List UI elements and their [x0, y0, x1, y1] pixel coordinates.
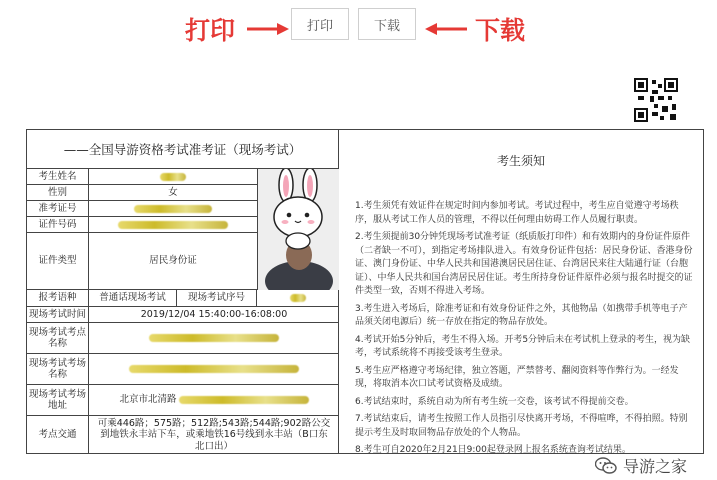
seq-value [257, 290, 339, 306]
admission-value [89, 201, 257, 216]
row-site [27, 323, 338, 354]
notice-item: 8.考生可自2020年2月21日9:00起登录网上报名系统查询考试结果。 [355, 445, 631, 455]
wechat-icon [595, 457, 617, 475]
candidate-photo [257, 169, 339, 290]
download-annotation: 下载 [475, 16, 526, 45]
notice-item: 6.考试结束时，系统自动为所有考生统一交卷，该考试不得提前交卷。 [355, 396, 634, 407]
transport-value: 可乘446路；575路；512路;543路;544路;902路公交到地铁永丰站下车，或乘地铁16号线到永丰站（B口东北口出） [97, 417, 331, 452]
watermark-text: 导游之家 [623, 457, 688, 476]
notice-item: 2.考生须提前30分钟凭现场考试准考证（纸质版打印件）和有效期内的身份证件原件（二者缺一不可），到指定考场排队进入。有效身份证件包括：居民身份证、香港身份证、澳门身份证、中华人民共和国港澳居民居住证、台湾居民来往大陆通行证（台胞证）、中华人民共和国台湾居民居住证。考生所持身份证件原件必须与报名时提交的证件类型一致，否则不得进入考场。 [355, 232, 693, 296]
addr-label: 现场考试考场地址 [27, 385, 89, 415]
admission-label: 准考证号 [27, 201, 89, 216]
notice-item: 3.考生进入考场后，除准考证和有效身份证件之外，其他物品（如携带手机等电子产品须关闭电源后）统一存放在指定的物品存放处。 [355, 303, 688, 327]
id-value [89, 217, 257, 232]
notice-item: 1.考生须凭有效证件在规定时间内参加考试。考试过程中，考生应自觉遵守考场秩序，服从考试工作人员的管理，不得以任何理由妨碍工作人员履行职责。 [355, 201, 679, 225]
print-button[interactable]: 打印 [291, 8, 349, 40]
notice-item: 5.考生应严格遵守考场纪律，独立答题，严禁替考、翻阅资料等作弊行为。一经发现，将取消本次口试考试资格及成绩。 [355, 365, 679, 389]
row-time [27, 307, 338, 323]
ticket-title: ——全国导游资格考试准考证（现场考试） [27, 130, 338, 169]
language-value: 普通话现场考试 [89, 290, 177, 306]
redacted-mark [129, 365, 299, 373]
redacted-mark [160, 173, 186, 181]
gender-label: 性别 [27, 185, 89, 200]
seq-label: 现场考试序号 [177, 290, 257, 306]
rabbit-sticker-icon [258, 169, 339, 290]
room-value [89, 354, 339, 384]
redacted-mark [179, 396, 309, 404]
row-transport [27, 416, 338, 454]
notice-item: 4.考试开始5分钟后，考生不得入场。开考5分钟后未在考试机上登录的考生，视为缺考，考试系统将不再接受该考生登录。 [355, 334, 691, 358]
notice-item: 7.考试结束后，请考生按照工作人员指引尽快离开考场，不得喧哗，不得拍照。特别提示考生及时取回物品存放处的个人物品。 [355, 414, 688, 438]
addr-value [89, 385, 339, 415]
name-value [89, 169, 257, 184]
redacted-mark [134, 205, 212, 213]
room-label: 现场考试考场名称 [27, 354, 89, 384]
row-room [27, 354, 338, 385]
language-label: 报考语种 [27, 290, 89, 306]
download-button[interactable]: 下载 [358, 8, 416, 40]
notice-list [355, 200, 693, 462]
site-value [89, 323, 339, 353]
site-label: 现场考试考点名称 [27, 323, 89, 353]
qr-code-icon [634, 78, 678, 122]
time-label: 现场考试时间 [27, 307, 89, 322]
print-annotation: 打印 [185, 16, 236, 45]
notice-panel [339, 130, 703, 453]
gender-value: 女 [168, 186, 178, 198]
notice-title: 考生须知 [496, 153, 545, 168]
arrow-right-icon [247, 22, 289, 36]
time-value: 2019/12/04 15:40:00-16:08:00 [140, 308, 288, 320]
addr-prefix: 北京市北清路 [119, 394, 177, 406]
transport-label: 考点交通 [27, 416, 89, 454]
row-address [27, 385, 338, 416]
id-type-value: 居民身份证 [149, 255, 197, 267]
name-label: 考生姓名 [27, 169, 89, 184]
watermark [595, 454, 687, 477]
arrow-left-icon [425, 22, 467, 36]
id-label: 证件号码 [27, 217, 89, 232]
ticket-info-panel [27, 130, 339, 453]
row-language [27, 290, 338, 307]
redacted-mark [290, 294, 306, 302]
id-type-label: 证件类型 [27, 233, 89, 289]
admission-ticket [26, 129, 704, 454]
redacted-mark [118, 221, 228, 229]
redacted-mark [149, 334, 279, 342]
